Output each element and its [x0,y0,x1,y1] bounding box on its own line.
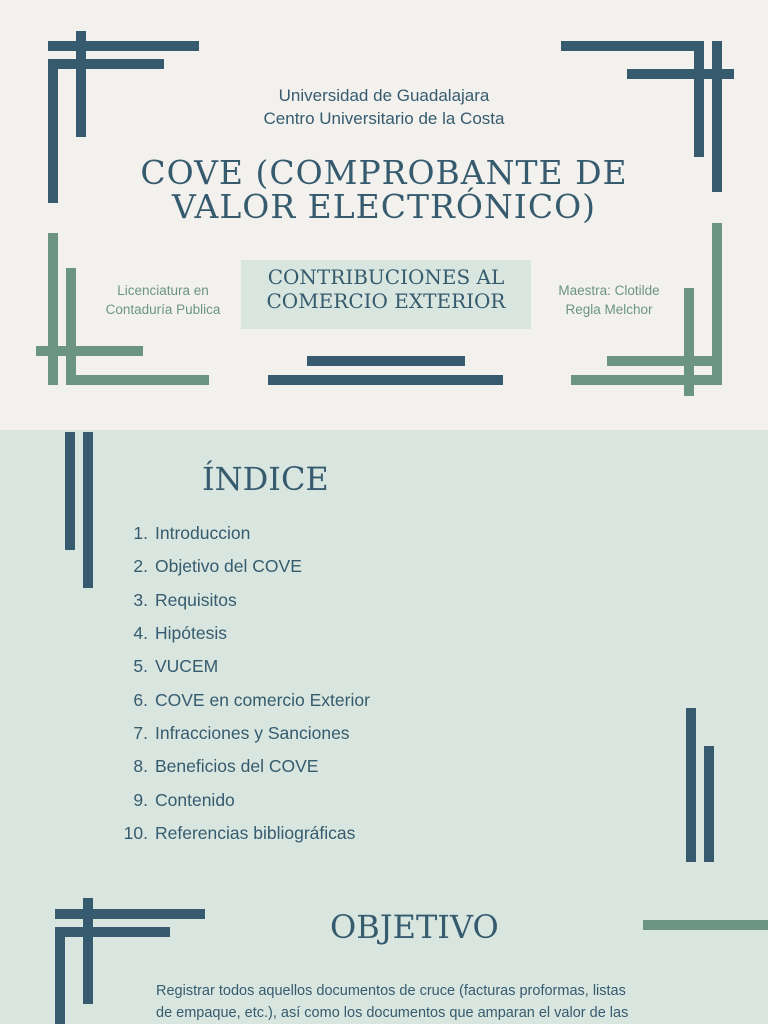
cover-page [0,0,768,430]
toc-number: 9. [133,789,148,810]
teacher-line: Maestra: Clotilde [558,283,660,298]
campus-name: Centro Universitario de la Costa [263,109,505,128]
toc-number: 10. [123,822,148,843]
divider-bar [268,375,503,385]
frame-bar [571,375,722,385]
decor-bar [643,920,768,930]
frame-bar [66,268,76,385]
toc-number: 2. [133,556,148,577]
toc-label: Hipótesis [155,623,227,644]
title-line: VALOR ELECTRÓNICO) [171,187,597,226]
frame-bar [48,59,164,69]
toc-label: Infracciones y Sanciones [155,722,350,743]
program-line: Licenciatura en [117,283,209,298]
index-heading: ÍNDICE [202,460,329,498]
toc-label: VUCEM [155,656,219,677]
toc-label: Beneficios del COVE [155,756,319,777]
toc-item[interactable] [110,584,370,617]
toc-label: COVE en comercio Exterior [155,689,370,710]
toc-number: 7. [133,722,148,743]
toc-label: Requisitos [155,589,237,610]
frame-bar [36,346,143,356]
objective-text [156,980,676,1024]
frame-bar [48,41,199,51]
frame-bar [561,41,704,51]
program-label [96,281,230,319]
teacher-label [544,281,674,319]
toc-number: 4. [133,623,148,644]
subject-box [241,260,531,329]
university-name: Universidad de Guadalajara [278,86,490,105]
program-line: Contaduría Publica [105,302,221,317]
toc-number: 5. [133,656,148,677]
document-title [0,153,768,226]
decor-bar [83,432,93,588]
toc-label: Contenido [155,789,235,810]
divider-bar [307,356,465,366]
decor-bar [55,927,170,937]
toc-item[interactable] [110,683,370,716]
objective-line: Registrar todos aquellos documentos de cruce (facturas proformas, listas [156,983,626,999]
objective-heading: OBJETIVO [330,908,499,946]
decor-bar [686,708,696,862]
decor-bar [704,746,714,862]
teacher-line: Regla Melchor [565,302,653,317]
toc-item[interactable] [110,550,370,583]
toc-label: Referencias bibliográficas [155,822,356,843]
frame-bar [48,233,58,385]
toc-number: 6. [133,689,148,710]
toc-number: 1. [133,523,148,544]
subject-line: COMERCIO EXTERIOR [266,289,506,313]
toc-item[interactable] [110,717,370,750]
decor-bar [65,432,75,550]
toc-item[interactable] [110,517,370,550]
objective-line: de empaque, etc.), así como los documentos que amparan el valor de las [156,1005,629,1021]
table-of-contents [110,517,370,850]
decor-bar [55,909,205,919]
toc-item[interactable] [110,617,370,650]
toc-label: Objetivo del COVE [155,556,302,577]
toc-item[interactable] [110,650,370,683]
decor-bar [55,927,65,1024]
toc-item[interactable] [110,817,370,850]
toc-item[interactable] [110,750,370,783]
toc-label: Introduccion [155,523,251,544]
toc-number: 8. [133,756,148,777]
subject-line: CONTRIBUCIONES AL [267,265,505,289]
institution-heading [0,84,768,130]
frame-bar [66,375,209,385]
decor-bar [83,898,93,1004]
frame-bar [607,356,722,366]
title-line: COVE (COMPROBANTE DE [140,153,628,192]
toc-number: 3. [133,589,148,610]
toc-item[interactable] [110,783,370,816]
